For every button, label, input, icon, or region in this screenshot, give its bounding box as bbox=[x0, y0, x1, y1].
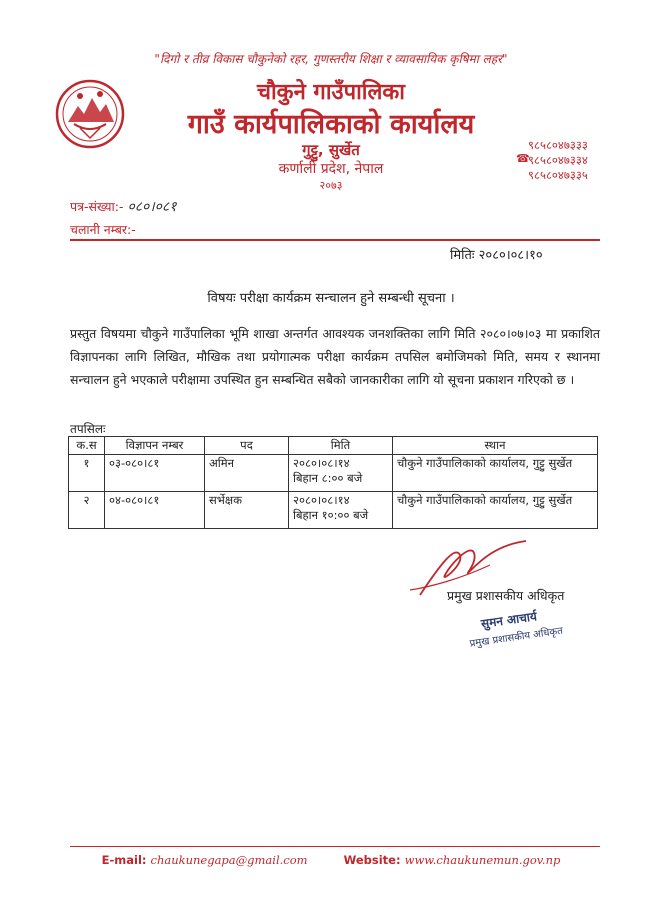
letter-subject: विषयः परीक्षा कार्यक्रम सन्चालन हुने सम्बन्धी सूचना । bbox=[207, 291, 455, 306]
website-link[interactable]: www.chaukunemun.gov.np bbox=[404, 853, 561, 867]
cell-sn: २ bbox=[69, 492, 105, 529]
cell-ad-number: ०३-०८०।८१ bbox=[105, 455, 205, 492]
email-label: E-mail: bbox=[101, 853, 147, 867]
footer-divider bbox=[70, 846, 600, 847]
cell-sn: १ bbox=[69, 455, 105, 492]
table-row bbox=[69, 455, 598, 492]
phone-number: ९८५८०४७३३५ bbox=[528, 168, 588, 182]
col-header-post: पद bbox=[205, 437, 289, 455]
phone-number: ९८५८०४७३३३ bbox=[528, 138, 588, 152]
reference-value: ०८०।०८१ bbox=[127, 199, 177, 215]
cell-post: अमिन bbox=[205, 455, 289, 492]
col-header-sn: क.स bbox=[69, 437, 105, 455]
cell-ad-number: ०४-०८०।८१ bbox=[105, 492, 205, 529]
official-stamp bbox=[466, 604, 564, 650]
slogan: "दिगो र तीव्र विकास चौकुनेको रहर, गुणस्तरीय शिक्षा र व्यावसायिक कृषिमा लहर" bbox=[154, 52, 508, 66]
cell-date bbox=[289, 492, 393, 529]
details-label: तपसिलः bbox=[70, 422, 106, 436]
exam-time: बिहान १०:०० बजे bbox=[293, 508, 369, 522]
letter-body: प्रस्तुत विषयमा चौकुने गाउँपालिका भूमि शाखा अन्तर्गत आवश्यक जनशक्तिका लागि मिति २०८०।०७।०३ मा प्रकाशित विज्ञापनका लागि लिखित, मौखिक तथा प्रयोगात्मक परीक्षा कार्यक्रम तपसिल बमोजिमको मिति, समय र स्थानमा सन्चालन हुने भएकाले परीक्षामा उपस्थित हुन सम्बन्धित सबैको जानकारीका लागि यो सूचना प्रकाशन गरिएको छ । bbox=[70, 326, 600, 387]
exam-date: २०८०।०८।१४ bbox=[293, 493, 350, 507]
cell-venue: चौकुने गाउँपालिकाको कार्यालय, गुट्टु सुर्खेत bbox=[393, 455, 598, 492]
cell-venue: चौकुने गाउँपालिकाको कार्यालय, गुट्टु सुर्खेत bbox=[393, 492, 598, 529]
exam-schedule-table bbox=[68, 436, 598, 529]
col-header-ad-number: विज्ञापन नम्बर bbox=[105, 437, 205, 455]
exam-time: बिहान ८:०० बजे bbox=[293, 471, 363, 485]
phone-number: ९८५८०४७३३४ bbox=[528, 153, 588, 167]
col-header-venue: स्थान bbox=[393, 437, 598, 455]
reference-label: पत्र-संख्या:- bbox=[70, 199, 124, 214]
signatory-title: प्रमुख प्रशासकीय अधिकृत bbox=[447, 588, 565, 603]
table-row bbox=[69, 492, 598, 529]
stamp-name: सुमन आचार्य bbox=[480, 609, 538, 631]
phone-list bbox=[528, 138, 588, 183]
header-divider bbox=[70, 239, 600, 241]
municipality-name: चौकुने गाउँपालिका bbox=[257, 80, 405, 105]
office-name: गाउँ कार्यपालिकाको कार्यालय bbox=[187, 109, 475, 140]
col-header-date: मिति bbox=[289, 437, 393, 455]
established-year: २०७३ bbox=[319, 179, 343, 192]
website-label: Website: bbox=[343, 853, 401, 867]
email-link[interactable]: chaukunegapa@gmail.com bbox=[150, 853, 308, 867]
letter-date: मितिः २०८०।०८।१० bbox=[450, 248, 543, 263]
dispatch-number-label: चलानी नम्बर:- bbox=[70, 222, 136, 237]
exam-date: २०८०।०८।१४ bbox=[293, 456, 350, 470]
stamp-role: प्रमुख प्रशासकीय अधिकृत bbox=[469, 625, 564, 650]
table-header-row bbox=[69, 437, 598, 455]
cell-post: सर्भेक्षक bbox=[205, 492, 289, 529]
address-line-2: कर्णाली प्रदेश, नेपाल bbox=[278, 161, 384, 177]
footer-contact bbox=[0, 853, 662, 867]
reference-number bbox=[70, 197, 176, 216]
phone-icon: ☎ bbox=[516, 152, 530, 165]
address-line-1: गुट्टु, सुर्खेत bbox=[302, 141, 360, 159]
cell-date bbox=[289, 455, 393, 492]
